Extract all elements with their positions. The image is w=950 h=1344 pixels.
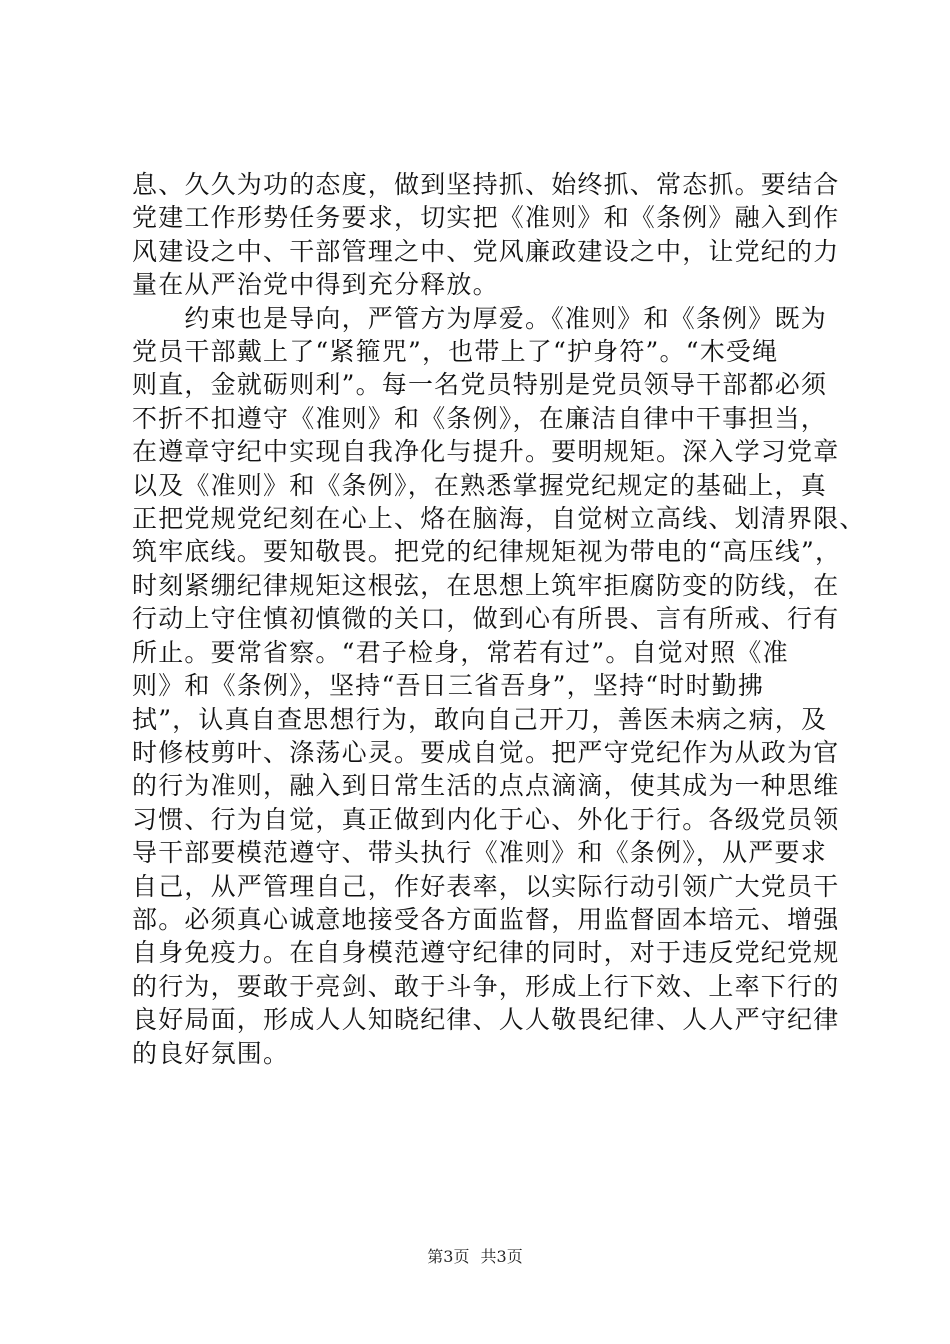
text-line: 自己，从严管理自己，作好表率，以实际行动引领广大党员干 bbox=[132, 871, 840, 901]
page-total: 共3页 bbox=[480, 1247, 523, 1266]
body-text bbox=[132, 168, 866, 1070]
text-line: 行动上守住慎初慎微的关口，做到心有所畏、言有所戒、行有 bbox=[132, 604, 840, 634]
text-line: 的行为准则，融入到日常生活的点点滴滴，使其成为一种思维 bbox=[132, 771, 840, 801]
text-line: 息、久久为功的态度，做到坚持抓、始终抓、常态抓。要结合 bbox=[132, 170, 840, 199]
text-line: 在遵章守纪中实现自我净化与提升。要明规矩。深入学习党章 bbox=[132, 437, 840, 467]
text-line: 以及《准则》和《条例》，在熟悉掌握党纪规定的基础上，真 bbox=[132, 470, 827, 500]
text-line: 时刻紧绷纪律规矩这根弦，在思想上筑牢拒腐防变的防线，在 bbox=[132, 570, 840, 600]
text-line: 所止。要常省察。“君子检身，常若有过”。自觉对照《准 bbox=[132, 637, 789, 667]
text-line: 的良好氛围。 bbox=[132, 1038, 290, 1068]
text-line: 约束也是导向，严管方为厚爱。《准则》和《条例》既为 bbox=[132, 303, 827, 333]
text-line: 不折不扣遵守《准则》和《条例》，在廉洁自律中干事担当， bbox=[132, 403, 827, 433]
text-line: 正把党规党纪刻在心上、烙在脑海，自觉树立高线、划清界限、 bbox=[132, 504, 866, 534]
text-line: 拭”，认真自查思想行为，敢向自己开刀，善医未病之病，及 bbox=[132, 704, 828, 734]
text-line: 导干部要模范遵守、带头执行《准则》和《条例》，从严要求 bbox=[132, 838, 827, 868]
text-line: 风建设之中、干部管理之中、党风廉政建设之中，让党纪的力 bbox=[132, 236, 840, 266]
text-line: 则直，金就砺则利”。每一名党员特别是党员领导干部都必须 bbox=[132, 370, 828, 400]
text-line: 则》和《条例》，坚持“吾日三省吾身”，坚持“时时勤拂 bbox=[132, 671, 765, 701]
text-line: 自身免疫力。在自身模范遵守纪律的同时，对于违反党纪党规 bbox=[132, 938, 840, 968]
text-line: 党员干部戴上了“紧箍咒”，也带上了“护身符”。“木受绳 bbox=[132, 337, 779, 367]
text-line: 量在从严治党中得到充分释放。 bbox=[132, 270, 499, 300]
text-line: 的行为，要敢于亮剑、敢于斗争，形成上行下效、上率下行的 bbox=[132, 971, 840, 1001]
text-line: 筑牢底线。要知敬畏。把党的纪律规矩视为带电的“高压线”， bbox=[132, 537, 842, 567]
text-line: 党建工作形势任务要求，切实把《准则》和《条例》融入到作 bbox=[132, 203, 840, 233]
text-line: 良好局面，形成人人知晓纪律、人人敬畏纪律、人人严守纪律 bbox=[132, 1005, 840, 1035]
text-line: 部。必须真心诚意地接受各方面监督，用监督固本培元、增强 bbox=[132, 904, 840, 934]
text-line: 习惯、行为自觉，真正做到内化于心、外化于行。各级党员领 bbox=[132, 804, 840, 834]
text-line: 时修枝剪叶、涤荡心灵。要成自觉。把严守党纪作为从政为官 bbox=[132, 737, 840, 767]
page-number: 第3页 bbox=[427, 1247, 470, 1266]
page-footer bbox=[0, 1244, 950, 1267]
